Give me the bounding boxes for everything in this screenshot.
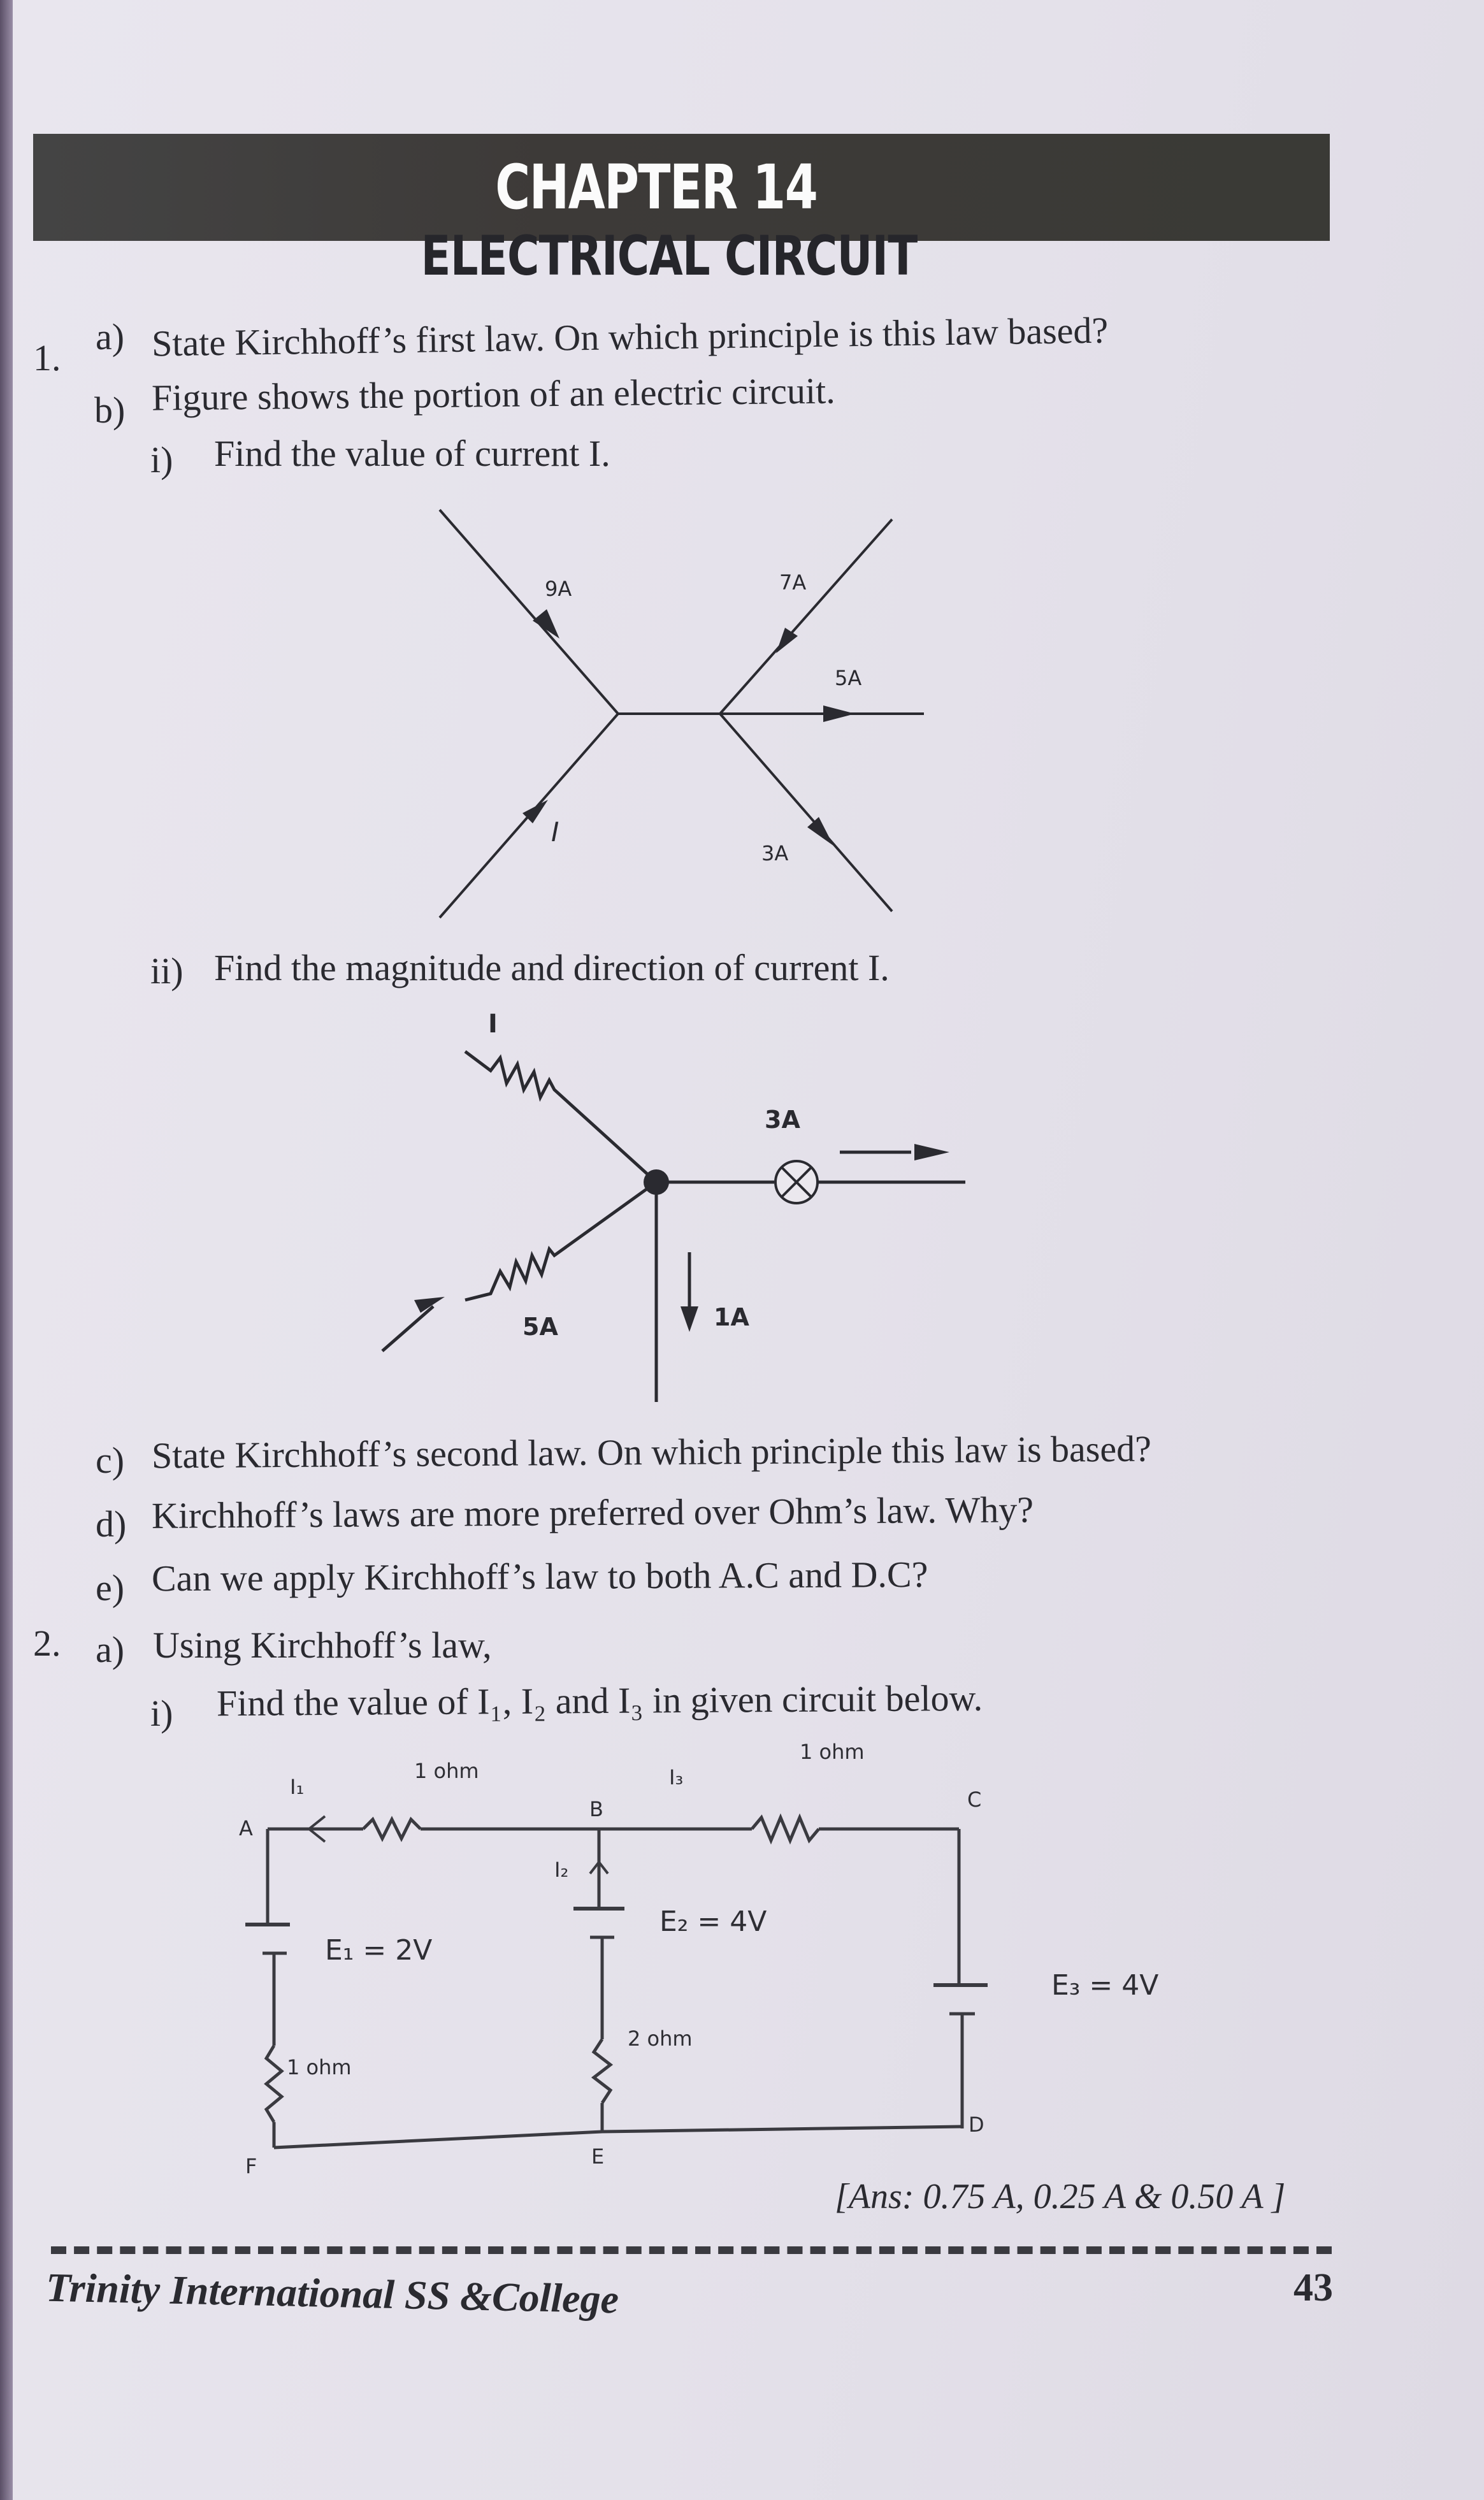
q1d-text: Kirchhoff’s laws are more preferred over Ohm’s law. Why? xyxy=(151,1489,1034,1536)
resistor-be xyxy=(594,2039,610,2103)
junction-node xyxy=(644,1169,669,1195)
resistor-upper xyxy=(465,1051,656,1182)
r-be-label: 2 ohm xyxy=(628,2027,693,2051)
q1bii-text: Find the magnitude and direction of current I. xyxy=(214,947,890,988)
node-f: F xyxy=(245,2154,257,2178)
q1c-label: c) xyxy=(96,1440,125,1481)
r-ab-label: 1 ohm xyxy=(414,1759,479,1783)
label-9a: 9A xyxy=(545,577,572,601)
resistor-ab xyxy=(363,1819,421,1839)
junction-diagram-2 xyxy=(370,1001,994,1408)
question-2-number: 2. xyxy=(33,1622,61,1664)
college-name: Trinity International SS &College xyxy=(45,2264,619,2322)
chapter-title: CHAPTER 14 xyxy=(494,152,817,223)
i1-label: I₁ xyxy=(290,1775,305,1799)
resistor-bc xyxy=(752,1817,819,1840)
lamp-icon xyxy=(775,1161,818,1203)
q1bii-label: ii) xyxy=(150,950,184,992)
question-1-number: 1. xyxy=(33,337,61,379)
label-i: I xyxy=(488,1009,498,1039)
junction-diagram-1 xyxy=(421,497,969,930)
answer-text: [Ans: 0.75 A, 0.25 A & 0.50 A ] xyxy=(835,2177,1286,2216)
arrow-3a xyxy=(914,1144,949,1160)
q1c-text: State Kirchhoff’s second law. On which principle this law is based? xyxy=(151,1427,1152,1477)
q2ai-label: i) xyxy=(150,1693,173,1734)
label-1a: 1A xyxy=(714,1303,749,1331)
resistor-lower xyxy=(465,1182,656,1300)
label-5a: 5A xyxy=(522,1313,558,1341)
arrow-3a xyxy=(807,817,833,846)
q1b-text: Figure shows the portion of an electric circuit. xyxy=(151,370,836,419)
arrow-1a xyxy=(681,1306,698,1332)
section-title: ELECTRICAL CIRCUIT xyxy=(421,224,918,288)
arrow-9a xyxy=(533,609,559,639)
label-7a: 7A xyxy=(779,570,807,595)
node-c: C xyxy=(967,1788,982,1812)
q1b-label: b) xyxy=(94,389,126,431)
footer-dashed-divider xyxy=(51,2246,1332,2254)
q1bi-label: i) xyxy=(150,439,173,480)
label-5a: 5A xyxy=(835,666,862,690)
page-number: 43 xyxy=(1293,2266,1333,2309)
i2-label: I₂ xyxy=(554,1858,569,1882)
q1a-text: State Kirchhoff’s first law. On which principle is this law based? xyxy=(151,309,1109,365)
q1bi-text: Find the value of current I. xyxy=(214,433,610,474)
circuit-diagram xyxy=(229,1740,1204,2186)
label-i: I xyxy=(551,816,559,848)
e2-label: E₂ = 4V xyxy=(659,1905,767,1938)
r-af-label: 1 ohm xyxy=(287,2055,352,2079)
label-3a: 3A xyxy=(765,1106,800,1134)
q2a-label: a) xyxy=(96,1629,125,1670)
i3-label: I₃ xyxy=(669,1765,684,1789)
e3-label: E₃ = 4V xyxy=(1051,1969,1159,2002)
e1-label: E₁ = 2V xyxy=(325,1934,433,1967)
q1a-label: a) xyxy=(96,316,125,358)
node-d: D xyxy=(969,2113,984,2137)
label-3a: 3A xyxy=(761,841,789,865)
resistor-af xyxy=(266,2046,282,2122)
q2ai-text: Find the value of I₁, I₂ and I₃ in given circuit below. xyxy=(216,1677,983,1724)
node-e: E xyxy=(591,2144,605,2169)
q2a-text: Using Kirchhoff’s law, xyxy=(153,1624,492,1666)
arrow-7a xyxy=(776,628,798,653)
q1e-text: Can we apply Kirchhoff’s law to both A.C and D.C? xyxy=(151,1553,928,1600)
q1d-label: d) xyxy=(96,1503,127,1545)
r-bc-label: 1 ohm xyxy=(800,1740,865,1764)
arrow-5a xyxy=(823,705,855,722)
node-b: B xyxy=(589,1797,603,1821)
q1e-label: e) xyxy=(96,1567,125,1608)
node-a: A xyxy=(239,1816,253,1840)
